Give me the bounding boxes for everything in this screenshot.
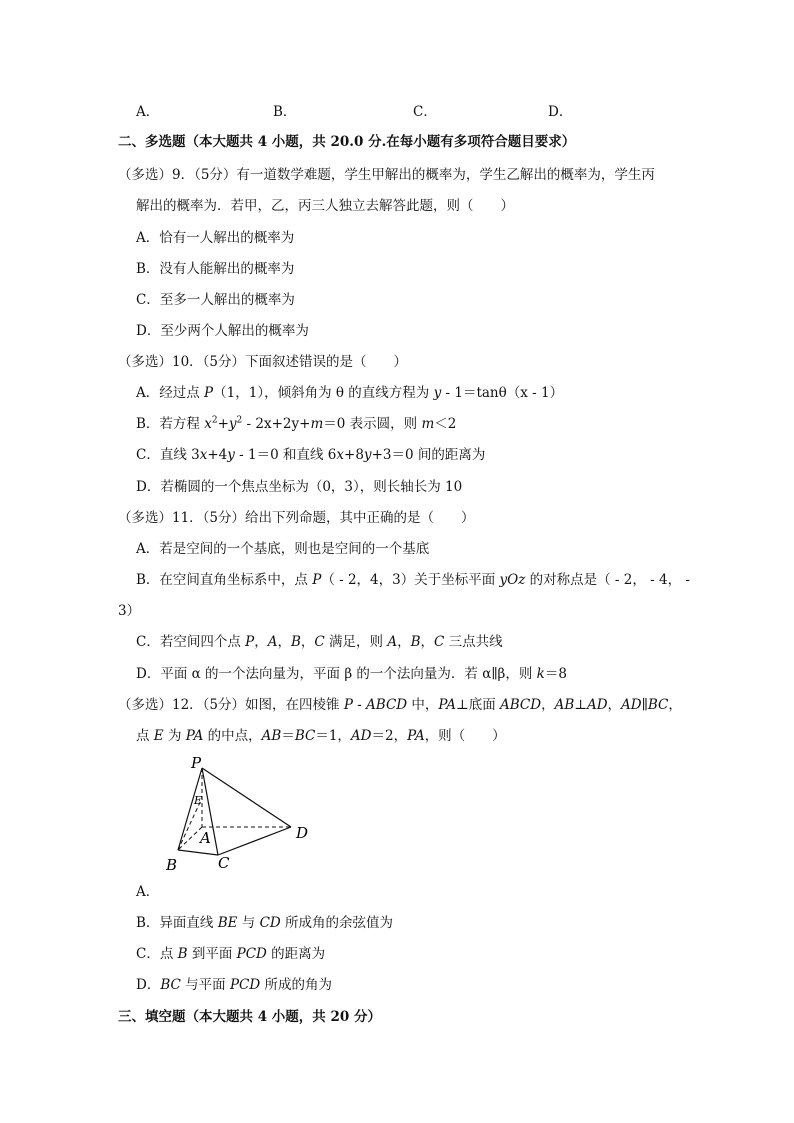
q11-option-d: D．平面 α 的一个法向量为，平面 β 的一个法向量为．若 α∥β，则 k＝8 <box>136 666 567 682</box>
option-d: D． <box>548 104 573 120</box>
q11-stem: （多选）11．（5分）给出下列命题，其中正确的是（ ） <box>118 510 475 526</box>
label-b: B <box>166 856 178 874</box>
q12-stem-line2: 点 E 为 PA 的中点，AB＝BC＝1，AD＝2，PA，则（ ） <box>136 728 506 744</box>
option-b: B． <box>273 104 297 120</box>
q10-option-d: D．若椭圆的一个焦点坐标为（0，3），则长轴长为 10 <box>136 479 463 495</box>
q9-option-d: D．至少两个人解出的概率为 <box>136 323 309 339</box>
label-a: A <box>200 829 211 847</box>
label-d: D <box>296 824 309 842</box>
option-c: C． <box>413 104 437 120</box>
section2-title: 二、多选题（本大题共 4 小题，共 20.0 分.在每小题有多项符合题目要求） <box>118 134 576 150</box>
edge-bc <box>178 850 218 855</box>
q12-option-a: A． <box>136 884 160 900</box>
q12-stem-line1: （多选）12．（5分）如图，在四棱锥 P - ABCD 中，PA⊥底面 ABCD，AB⊥AD，AD∥BC， <box>118 697 682 713</box>
option-a: A． <box>136 104 160 120</box>
q11-option-a: A．若是空间的一个基底，则也是空间的一个基底 <box>136 541 430 557</box>
q10-option-b: B．若方程 $x^2+y^2 - 2x+2y+m=0$ 表示圆，则 m＜2 <box>136 415 457 432</box>
label-e: E <box>194 794 203 807</box>
pyramid-figure <box>160 752 330 876</box>
q9-stem-line2: 解出的概率为．若甲，乙，丙三人独立去解答此题，则（ ） <box>136 198 514 214</box>
q9-stem-line1: （多选）9．（5分）有一道数学难题，学生甲解出的概率为，学生乙解出的概率为，学生丙 <box>118 167 655 183</box>
label-p: P <box>191 754 202 772</box>
q10-stem: （多选）10．（5分）下面叙述错误的是（ ） <box>118 354 408 370</box>
edge-pb <box>178 768 202 850</box>
edge-pd <box>202 768 291 827</box>
q9-option-c: C．至多一人解出的概率为 <box>136 292 295 308</box>
q10-option-a: A．经过点 P（1，1），倾斜角为 θ 的直线方程为 y - 1＝tanθ（x - 1） <box>136 385 564 401</box>
q11-option-b-line2: 3） <box>118 603 141 619</box>
answer-options-row <box>0 103 794 121</box>
q12-option-d: D．BC 与平面 PCD 所成的角为 <box>136 977 332 993</box>
q9-option-a: A．恰有一人解出的概率为 <box>136 230 295 246</box>
q10-option-c: C．直线 3x+4y - 1＝0 和直线 6x+8y+3＝0 间的距离为 <box>136 447 486 463</box>
q12-option-b: B．异面直线 BE 与 CD 所成角的余弦值为 <box>136 915 394 931</box>
q12-option-c: C．点 B 到平面 PCD 的距离为 <box>136 946 326 962</box>
label-c: C <box>218 854 230 872</box>
q9-option-b: B．没有人能解出的概率为 <box>136 261 295 277</box>
section3-title: 三、填空题（本大题共 4 小题，共 20 分） <box>118 1009 381 1025</box>
q11-option-b-line1: B．在空间直角坐标系中，点 P（ - 2，4，3）关于坐标平面 yOz 的对称点是（ - 2， - 4， - <box>136 572 690 588</box>
edge-cd <box>218 827 291 855</box>
q11-option-c: C．若空间四个点 P，A，B，C 满足，则 A，B，C 三点共线 <box>136 634 503 650</box>
